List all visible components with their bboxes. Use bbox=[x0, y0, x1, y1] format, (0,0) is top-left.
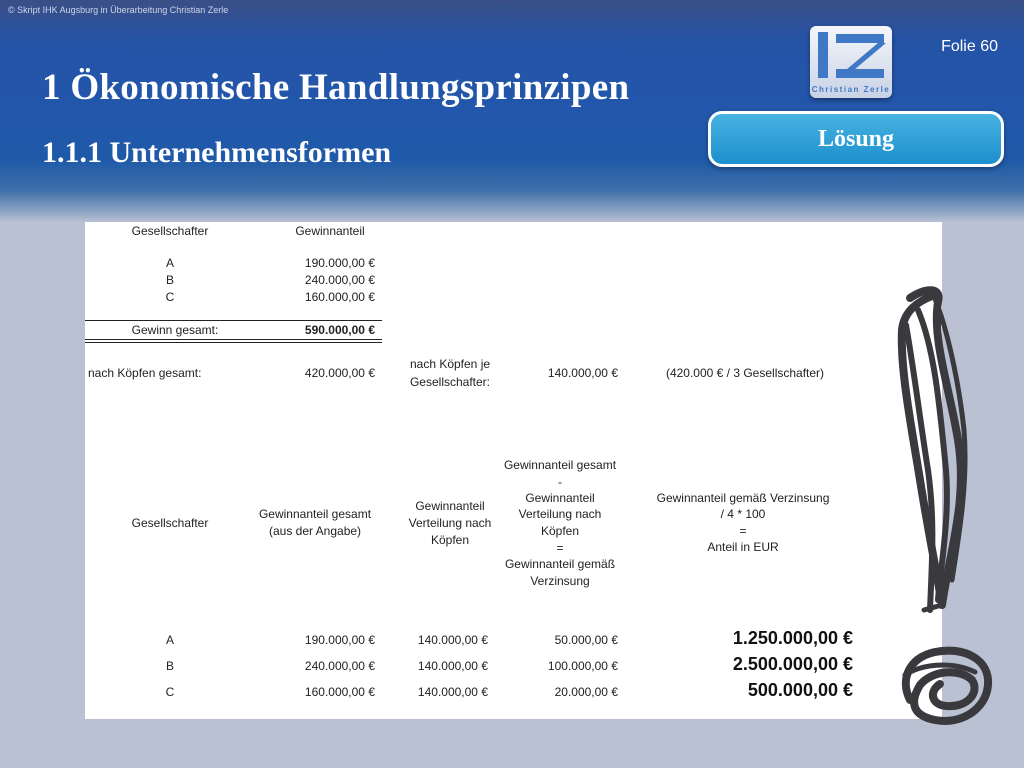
t2-row-a-verzinsung: 50.000,00 € bbox=[554, 633, 618, 647]
t2-header-verz-7: Gewinnanteil gemäß bbox=[504, 557, 616, 571]
t2-header-verz-6: = bbox=[556, 541, 564, 555]
nach-koepfen-gesamt-label: nach Köpfen gesamt: bbox=[88, 366, 202, 380]
slide-subtitle: 1.1.1 Unternehmensformen bbox=[42, 136, 392, 169]
t2-header-eur-4: Anteil in EUR bbox=[707, 540, 779, 554]
t2-row-b-gesamt: 240.000,00 € bbox=[304, 659, 375, 673]
t2-header-eur-1: Gewinnanteil gemäß Verzinsung bbox=[656, 491, 830, 505]
loesung-button[interactable]: Lösung bbox=[708, 111, 1004, 167]
sum-top-rule bbox=[85, 320, 382, 321]
t2-header-gesamt-2: (aus der Angabe) bbox=[268, 524, 362, 538]
t2-header-gesellschafter: Gesellschafter bbox=[131, 516, 209, 530]
t2-header-verz-8: Verzinsung bbox=[530, 574, 590, 588]
t1-row-b-name: B bbox=[165, 273, 174, 287]
t2-header-verz-5: Köpfen bbox=[540, 524, 580, 538]
t2-header-verz-4: Verteilung nach bbox=[518, 507, 602, 521]
t2-row-c-name: C bbox=[165, 685, 175, 699]
slide-header bbox=[0, 0, 1024, 222]
christian-zerle-logo bbox=[810, 26, 892, 98]
gewinn-gesamt-label: Gewinn gesamt: bbox=[131, 323, 219, 337]
t2-row-a-name: A bbox=[165, 633, 174, 647]
berechnung-note: (420.000 € / 3 Gesellschafter) bbox=[665, 366, 825, 380]
slide-title: 1 Ökonomische Handlungsprinzipen bbox=[42, 67, 630, 108]
t1-header-gewinnanteil: Gewinnanteil bbox=[295, 224, 365, 238]
logo-wordmark: Christian Zerle bbox=[811, 85, 891, 94]
t2-row-c-anteil: 500.000,00 € bbox=[747, 680, 853, 700]
t1-row-b-value: 240.000,00 € bbox=[304, 273, 375, 287]
t1-row-a-name: A bbox=[165, 256, 174, 270]
nach-koepfen-je-label-1: nach Köpfen je bbox=[409, 357, 491, 371]
t2-row-c-gesamt: 160.000,00 € bbox=[304, 685, 375, 699]
t1-row-a-value: 190.000,00 € bbox=[304, 256, 375, 270]
t2-header-eur-3: = bbox=[739, 524, 747, 538]
t2-row-a-koepfe: 140.000,00 € bbox=[417, 633, 488, 647]
t2-header-koepfe-2: Verteilung nach bbox=[408, 516, 492, 530]
exclamation-mark-icon bbox=[880, 280, 1010, 740]
t2-row-a-gesamt: 190.000,00 € bbox=[304, 633, 375, 647]
sum-double-rule-1 bbox=[85, 339, 382, 340]
t2-row-c-koepfe: 140.000,00 € bbox=[417, 685, 488, 699]
sum-double-rule-2 bbox=[85, 342, 382, 343]
t2-row-b-verzinsung: 100.000,00 € bbox=[547, 659, 618, 673]
nach-koepfen-je-label-2: Gesellschafter: bbox=[409, 375, 491, 389]
t1-row-c-value: 160.000,00 € bbox=[304, 290, 375, 304]
t2-row-b-name: B bbox=[165, 659, 174, 673]
nach-koepfen-gesamt-value: 420.000,00 € bbox=[304, 366, 375, 380]
solution-panel bbox=[85, 222, 942, 719]
t2-row-b-koepfe: 140.000,00 € bbox=[417, 659, 488, 673]
t2-header-verz-3: Gewinnanteil bbox=[525, 491, 595, 505]
t2-row-a-anteil: 1.250.000,00 € bbox=[732, 628, 853, 648]
t2-header-gesamt-1: Gewinnanteil gesamt bbox=[258, 507, 372, 521]
slide-number: Folie 60 bbox=[941, 38, 998, 55]
copyright-note: © Skript IHK Augsburg in Überarbeitung Christian Zerle bbox=[8, 5, 229, 15]
t2-header-eur-2: / 4 * 100 bbox=[720, 507, 766, 521]
cz-logo-icon bbox=[810, 26, 892, 98]
t2-row-c-verzinsung: 20.000,00 € bbox=[554, 685, 618, 699]
t1-header-gesellschafter: Gesellschafter bbox=[131, 224, 209, 238]
t2-row-b-anteil: 2.500.000,00 € bbox=[732, 654, 853, 674]
t1-row-c-name: C bbox=[165, 290, 175, 304]
gewinn-gesamt-value: 590.000,00 € bbox=[304, 323, 375, 337]
t2-header-koepfe-3: Köpfen bbox=[430, 533, 470, 547]
t2-header-koepfe-1: Gewinnanteil bbox=[415, 499, 485, 513]
t2-header-verz-1: Gewinnanteil gesamt bbox=[503, 458, 617, 472]
t2-header-verz-2: - bbox=[558, 475, 562, 489]
nach-koepfen-je-value: 140.000,00 € bbox=[547, 366, 618, 380]
